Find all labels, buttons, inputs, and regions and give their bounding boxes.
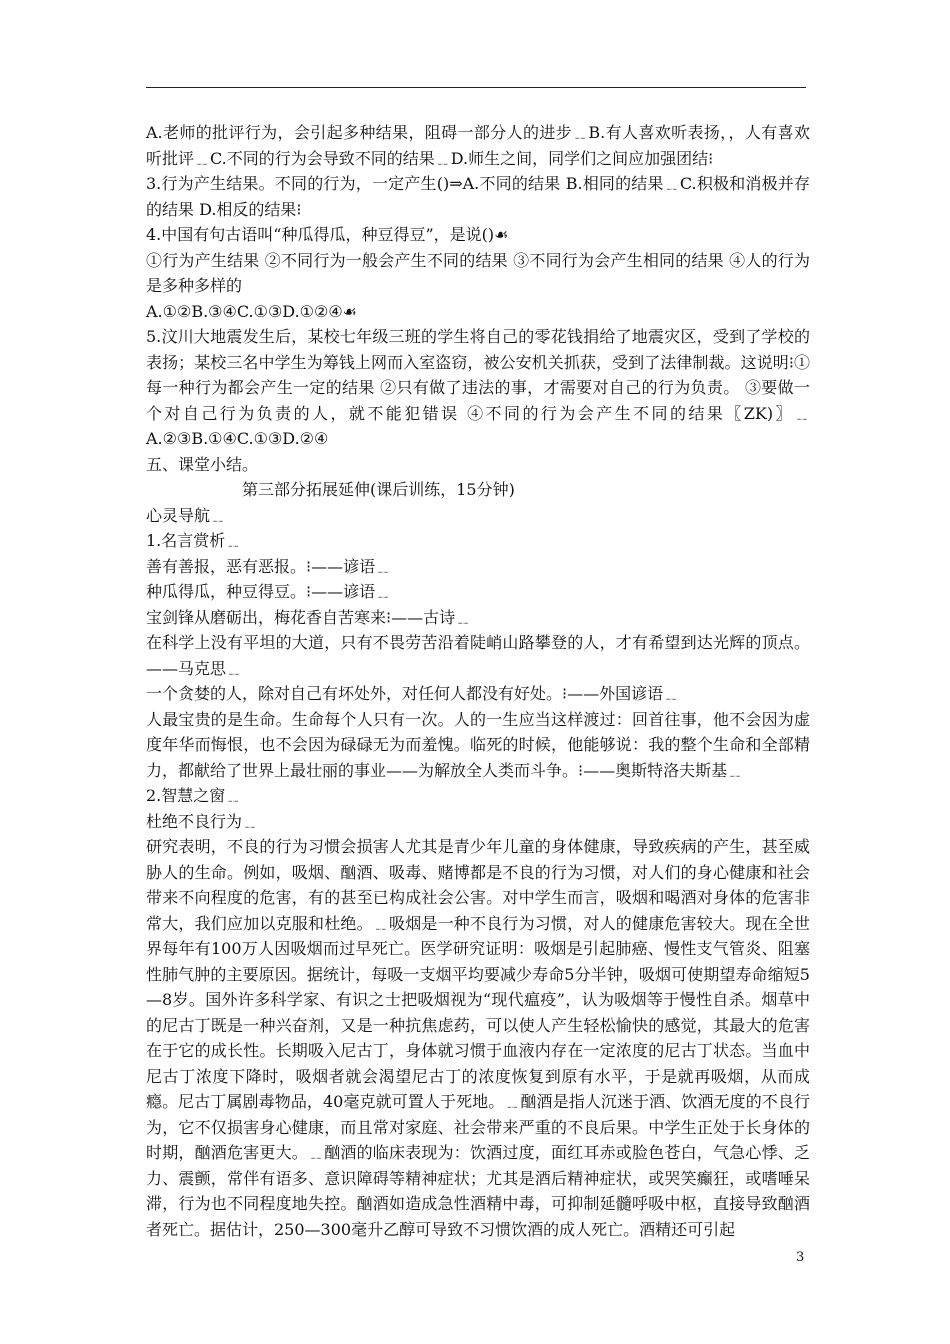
quote-3: 宝剑锋从磨砺出，梅花香自苦寒来⁝——古诗﹎	[146, 607, 472, 627]
question-4: 4.中国有句古语叫“种瓜得瓜，种豆得豆”，是说()☙	[146, 225, 509, 244]
article-body: 研究表明，不良的行为习惯会损害人尤其是青少年儿童的身体健康，导致疾病的产生，甚至威胁人的生命。例如，吸烟、酗酒、吸毒、赌博都是不良的行为习惯，对人们的身心健康和社会带来不向程度的危害，有的甚至已构成社会公害。对中学生而言，吸烟和喝酒对身体的危害非常大，我们应加以克服和杜绝。﹎吸烟是一种不良行为习惯，对人的健康危害较大。现在全世界每年有100万人因吸烟而过早死亡。医学研究证明：吸烟是引起肺癌、慢性支气管炎、阻塞性肺气肿的主要原因。据统计，每吸一支烟平均要减少寿命5分半钟，吸烟可使期望寿命缩短5—8岁。国外许多科学家、有识之士把吸烟视为“现代瘟疫”，认为吸烟等于慢性自杀。烟草中的尼古丁既是一种兴奋剂，又是一种抗焦虑药，可以使人产生轻松愉快的感觉，其最大的危害在于它的成长性。长期吸入尼古丁，身体就习惯于血液内存在一定浓度的尼古丁状态。当血中尼古丁浓度下降时，吸烟者就会渴望尼古丁的浓度恢复到原有水平，于是就再吸烟，从而成瘾。尼古丁属剧毒物品，40毫克就可置人于死地。﹎酗酒是指人沉迷于酒、饮酒无度的不良行为，它不仅损害身心健康，而且常对家庭、社会带来严重的不良后果。中学生正处于长身体的时期，酗酒危害更大。﹎酗酒的临床表现为：饮酒过度，面红耳赤或脸色苍白，气急心悸、乏力、震颤，常伴有语多、意识障碍等精神症状；尤其是酒后精神症状，或哭笑癫狂，或嗜唾呆滞，行为也不同程度地失控。酗酒如造成急性酒精中毒，可抑制延髓呼吸中枢，直接导致酗酒者死亡。据估计，250—300毫升乙醇可导致不习惯饮酒的成人死亡。酒精还可引起	[146, 837, 810, 1239]
part-three-heading: 第三部分拓展延伸(课后训练，15分钟)	[242, 480, 515, 499]
header-rule	[146, 87, 806, 88]
quote-1: 善有善报，恶有恶报。⁝——谚语﹎	[146, 556, 392, 576]
soul-navigation-heading: 心灵导航﹎	[146, 505, 227, 525]
page-number: 3	[796, 1250, 805, 1265]
quote-4: 在科学上没有平坦的大道，只有不畏劳苦沿着陡峭山路攀登的人，才有希望到达光辉的顶点。——马克思﹎	[146, 633, 810, 678]
question-5: 5.汶川大地震发生后，某校七年级三班的学生将自己的零花钱捐给了地震灾区，受到了学校的表扬；某校三名中学生为筹钱上网而入室盗窃，被公安机关抓获，受到了法律制裁。这说明⁝①每一种行为都会产生一定的结果 ②只有做了违法的事，才需要对自己的行为负责。 ③要做一个对自己行为负责的人，就不能犯错误 ④不同的行为会产生不同的结果〖ZK)〗﹎A.②③B.①④C.①③D.②④	[146, 327, 810, 448]
quotes-heading: 1.名言赏析﹎	[146, 531, 242, 550]
question-4-options: A.①②B.③④C.①③D.①②④☙	[146, 301, 358, 321]
question-3: 3.行为产生结果。不同的行为，一定产生()⇒A.不同的结果 B.相同的结果﹎C.积极和消极并存的结果 D.相反的结果⁝	[146, 174, 810, 219]
quote-6: 人最宝贵的是生命。生命每个人只有一次。人的一生应当这样渡过：回首往事，他不会因为虚度年华而悔恨，也不会因为碌碌无为而羞愧。临死的时候，他能够说：我的整个生命和全部精力，都献给了世界上最壮丽的事业——为解放全人类而斗争。⁝——奥斯特洛夫斯基﹎	[146, 709, 810, 780]
article-title: 杜绝不良行为﹎	[146, 811, 259, 831]
wisdom-window-heading: 2.智慧之窗﹎	[146, 786, 242, 805]
quote-2: 种瓜得瓜，种豆得豆。⁝——谚语﹎	[146, 582, 392, 601]
question-4-statements: ①行为产生结果 ②不同行为一般会产生不同的结果 ③不同行为会产生相同的结果 ④人的行为是多种多样的	[146, 250, 810, 295]
quote-5: 一个贪婪的人，除对自己有坏处外，对任何人都没有好处。⁝——外国谚语﹎	[146, 684, 680, 703]
question-2-options: A.老师的批评行为，会引起多种结果，阻碍一部分人的进步﹎B.有人喜欢听表扬，，人有喜欢听批评﹎C.不同的行为会导致不同的结果﹎D.师生之间，同学们之间应加强团结⁝	[146, 123, 810, 168]
document-body	[146, 120, 810, 1242]
section-summary-heading: 五、课堂小结。	[146, 454, 259, 474]
